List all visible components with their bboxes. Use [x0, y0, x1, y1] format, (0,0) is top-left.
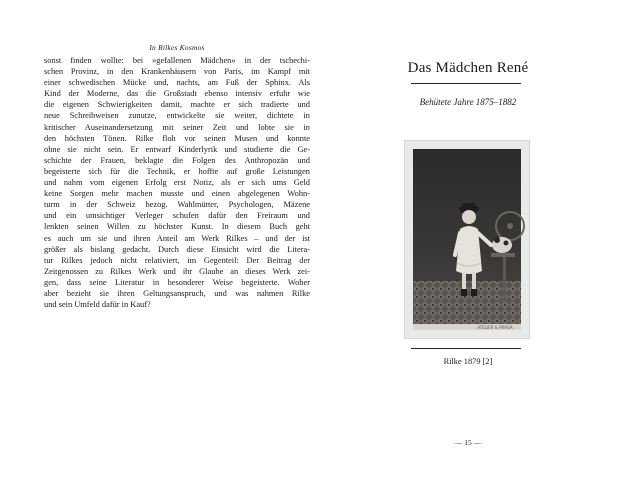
body-line: einer schwedischen Mücke und, nachts, am Fuß der Sphinx. Als [44, 78, 310, 88]
chapter-title: Das Mädchen René [407, 60, 529, 76]
body-line: schen Provinz, in den Krankenhäusern von Paris, im Kampf mit [44, 67, 310, 77]
body-line: tur Rilkes jedoch nicht relativiert, im Gegenteil: Der Beitrag der [44, 255, 310, 265]
running-head: In Rilkes Kosmos [149, 43, 205, 52]
studio-imprint: ATELIER & PRAGA [477, 325, 513, 330]
photo-caption: Rilke 1879 [2] [443, 357, 493, 366]
body-line: gen, dass seine Literatur in besonderer Weise begeisterte. Woher [44, 277, 310, 287]
body-line: begeisterte sich für die Technik, er hoffte auf große Leistungen [44, 166, 310, 176]
caption-rule [411, 348, 521, 349]
body-line: neue Schreibweisen zunutze, entwickelte sie weiter, dichtete in [44, 111, 310, 121]
body-line: lenkten seinen Willen zu höchster Kunst. In diesem Buch geht [44, 222, 310, 232]
historical-photo [404, 140, 530, 339]
chapter-subtitle: Behütete Jahre 1875–1882 [419, 97, 517, 107]
body-line: und ein umsichtiger Verleger schufen dafür den Freiraum und [44, 211, 310, 221]
body-line: es auch um sie und ihren Anteil am Werk Rilkes – und der ist [44, 233, 310, 243]
body-line: größer als bislang gedacht. Durch diese Einsicht wird die Litera- [44, 244, 310, 254]
body-line: sonst finden wollte: bei »gefallenen Mädchen« in der tschechi- [44, 56, 310, 65]
title-rule [411, 83, 521, 84]
body-text [44, 55, 310, 310]
body-line: keine Sorgen mehr machen musste und einen abgelegenen Wohn- [44, 189, 310, 199]
body-line: Zeitgenossen zu Rilkes Werk und ihr Glaube an dieses Werk zei- [44, 266, 310, 276]
body-line: und sein Umfeld dafür in Kauf? [44, 300, 151, 310]
body-line: die eigenen Schwierigkeiten damit, machte er sich tradierte und [44, 100, 310, 110]
body-line: ohne sie nicht sein. Er entwarf Kinderlyrik und studierte die Ge- [44, 144, 310, 154]
body-line: kritischer Auseinandersetzung mit seiner Zeit und lobte sie in [44, 122, 310, 132]
body-line: Kind der Moderne, das die Großstadt ebenso intensiv erfuhr wie [44, 89, 310, 99]
body-line: und nahm vom eigenen Erfolg erst Notiz, als er sich ums Geld [44, 178, 310, 188]
body-line: schichte der Frauen, beklagte die Folgen des Anthropozän und [44, 155, 310, 165]
body-line: aber bezieht sie ihren Geltungsanspruch, und was nahmen Rilke [44, 288, 310, 298]
body-line: den höchsten Tönen. Rilke floh vor seinen Musen und konnte [44, 133, 310, 143]
body-line: turm in der Schweiz bezog. Wahlmütter, Psychologen, Mäzene [44, 200, 310, 210]
photo-illustration [405, 141, 529, 338]
page-number: — 15 — [454, 438, 482, 447]
